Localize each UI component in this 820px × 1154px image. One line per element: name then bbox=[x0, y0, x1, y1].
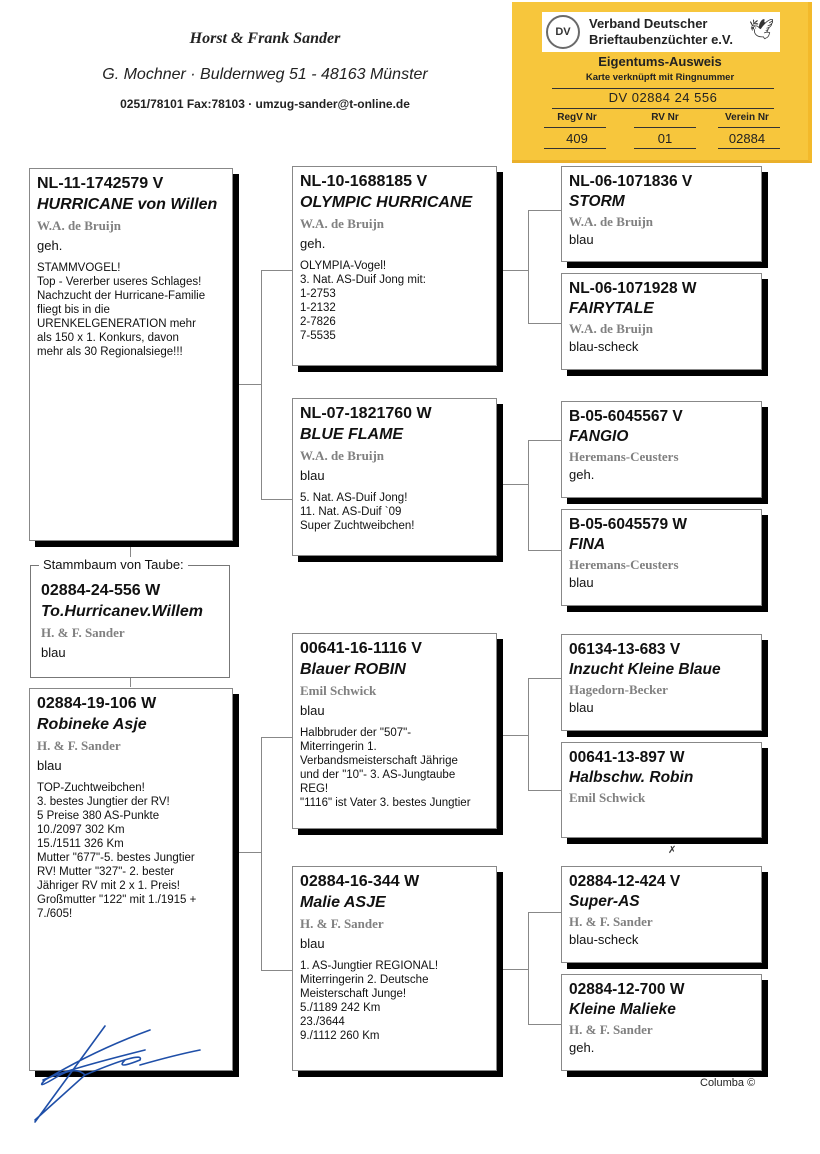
card-field-value: 409 bbox=[566, 131, 588, 146]
pigeon-name: FANGIO bbox=[569, 428, 629, 445]
connector-line bbox=[497, 735, 528, 736]
pigeon-name: OLYMPIC HURRICANE bbox=[300, 194, 473, 211]
pedigree-fmf bbox=[561, 401, 762, 498]
plumage-color: blau bbox=[37, 758, 62, 773]
connector-line bbox=[233, 852, 261, 853]
pedigree-father-sire bbox=[292, 166, 497, 366]
pigeon-name: BLUE FLAME bbox=[300, 426, 404, 443]
card-ring-number: DV 02884 24 556 bbox=[608, 90, 718, 105]
subject-pigeon bbox=[30, 557, 230, 678]
connector-line bbox=[528, 440, 564, 441]
plumage-color: blau bbox=[569, 232, 594, 247]
card-org-line1: Verband Deutscher bbox=[589, 16, 708, 31]
plumage-color: geh. bbox=[37, 238, 63, 253]
owner-address: G. Mochner · Buldernweg 51 - 48163 Münster bbox=[102, 66, 428, 83]
ring-number: NL-10-1688185 V bbox=[300, 173, 428, 190]
pedigree-father-dam bbox=[292, 398, 497, 556]
card-divider bbox=[718, 148, 780, 149]
plumage-color: blau-scheck bbox=[569, 339, 639, 354]
ring-number: NL-06-1071836 V bbox=[569, 173, 693, 190]
pedigree-mother-dam bbox=[292, 866, 497, 1071]
pedigree-mff bbox=[561, 634, 762, 731]
connector-line bbox=[528, 550, 564, 551]
plumage-color: blau bbox=[41, 645, 66, 660]
ring-number: 06134-13-683 V bbox=[569, 641, 681, 658]
pigeon-name: HURRICANE von Willen bbox=[37, 196, 218, 213]
pedigree-ffm bbox=[561, 273, 762, 370]
plumage-color: blau bbox=[569, 700, 594, 715]
ring-number: 02884-19-106 W bbox=[37, 695, 157, 712]
card-divider bbox=[552, 108, 774, 109]
plumage-color: blau bbox=[300, 468, 325, 483]
subject-legend: Stammbaum von Taube: bbox=[39, 557, 188, 572]
performance-notes: TOP-Zuchtweibchen! 3. bestes Jungtier der RV! 5 Preise 380 AS-Punkte 10./2097 302 Km 15./1511 326 Km Mutter "677"-5. bestes Jungtier RV! Mutter "327"- 2. bester Jähriger RV mit 2 x 1. Preis! Großmutter "122" mit 1./1915 + 7./605! bbox=[37, 782, 197, 920]
breeder: Emil Schwick bbox=[300, 683, 377, 698]
ring-number: 02884-16-344 W bbox=[300, 873, 420, 890]
plumage-color: blau bbox=[300, 936, 325, 951]
performance-notes: 5. Nat. AS-Duif Jong! 11. Nat. AS-Duif `09 Super Zuchtweibchen! bbox=[300, 492, 415, 532]
connector-line bbox=[528, 210, 529, 323]
pigeon-name: Malie ASJE bbox=[300, 894, 386, 911]
breeder: W.A. de Bruijn bbox=[569, 321, 654, 336]
pigeon-name: FINA bbox=[569, 536, 606, 553]
signature bbox=[25, 1020, 205, 1130]
connector-line bbox=[528, 912, 529, 1024]
plumage-color: geh. bbox=[569, 1040, 595, 1055]
pigeon-name: Robineke Asje bbox=[37, 716, 147, 733]
pigeon-name: Inzucht Kleine Blaue bbox=[569, 661, 721, 678]
breeder: Heremans-Ceusters bbox=[569, 449, 679, 464]
pedigree-mother bbox=[29, 688, 233, 1071]
connector-line bbox=[261, 737, 292, 738]
ring-number: B-05-6045579 W bbox=[569, 516, 688, 533]
connector-line bbox=[497, 484, 528, 485]
scan-mark: ✗ bbox=[668, 845, 677, 856]
breeder: H. & F. Sander bbox=[569, 914, 653, 929]
dv-logo-icon: DV bbox=[546, 15, 580, 49]
connector-line bbox=[528, 678, 564, 679]
connector-line bbox=[528, 790, 564, 791]
pedigree-mother-sire bbox=[292, 633, 497, 829]
pigeon-icon: 🕊 bbox=[748, 19, 774, 41]
card-field-value: 01 bbox=[657, 131, 673, 146]
plumage-color: blau bbox=[300, 703, 325, 718]
ownership-card bbox=[512, 2, 812, 163]
plumage-color: geh. bbox=[300, 236, 326, 251]
ring-number: 02884-12-424 V bbox=[569, 873, 681, 890]
card-divider bbox=[544, 148, 606, 149]
ring-number: 02884-24-556 W bbox=[41, 582, 161, 599]
breeder: H. & F. Sander bbox=[300, 916, 384, 931]
breeder: W.A. de Bruijn bbox=[569, 214, 654, 229]
connector-line bbox=[261, 270, 292, 271]
pigeon-name: Halbschw. Robin bbox=[569, 769, 694, 786]
pedigree-mmf bbox=[561, 866, 762, 963]
breeder: H. & F. Sander bbox=[37, 738, 121, 753]
connector-line bbox=[233, 384, 261, 385]
card-org-line2: Brieftaubenzüchter e.V. bbox=[589, 32, 734, 47]
pedigree-mmm bbox=[561, 974, 762, 1071]
card-divider bbox=[552, 88, 774, 89]
plumage-color: geh. bbox=[569, 467, 595, 482]
breeder: W.A. de Bruijn bbox=[37, 218, 122, 233]
card-field-label: Verein Nr bbox=[725, 112, 769, 123]
ring-number: 00641-16-1116 V bbox=[300, 640, 422, 657]
performance-notes: 1. AS-Jungtier REGIONAL! Miterringerin 2. Deutsche Meisterschaft Junge! 5./1189 242 Km 23./3644 9./1112 260 Km bbox=[300, 960, 439, 1042]
card-title: Eigentums-Ausweis bbox=[598, 54, 722, 69]
connector-line bbox=[528, 912, 564, 913]
card-organisation bbox=[589, 16, 733, 48]
owner-contact: 0251/78101 Fax:78103 · umzug-sander@t-online.de bbox=[120, 97, 410, 111]
breeder: H. & F. Sander bbox=[569, 1022, 653, 1037]
card-field-label: RV Nr bbox=[651, 112, 679, 123]
connector-line bbox=[130, 677, 131, 687]
pedigree-fff bbox=[561, 166, 762, 262]
pigeon-name: Kleine Malieke bbox=[569, 1001, 676, 1018]
ring-number: NL-11-1742579 V bbox=[37, 175, 164, 192]
pedigree-mfm bbox=[561, 742, 762, 838]
breeder: H. & F. Sander bbox=[41, 625, 125, 640]
plumage-color: blau bbox=[569, 575, 594, 590]
breeder: W.A. de Bruijn bbox=[300, 216, 385, 231]
performance-notes: STAMMVOGEL! Top - Vererber useres Schlages! Nachzucht der Hurricane-Familie fliegt bis in die URENKELGENERATION mehr als 150 x 1. Konkurs, davon mehr als 30 Regionalsiege!!! bbox=[37, 262, 206, 358]
card-divider bbox=[718, 127, 780, 128]
ring-number: NL-06-1071928 W bbox=[569, 280, 697, 297]
ring-number: B-05-6045567 V bbox=[569, 408, 683, 425]
performance-notes: Halbbruder der "507"- Miterringerin 1. Verbandsmeisterschaft Jährige und der "10"- 3. AS-Jungtaube REG! "1116" ist Vater 3. bestes Jungtier bbox=[300, 727, 471, 809]
owner-name: Horst & Frank Sander bbox=[189, 30, 341, 47]
card-divider bbox=[634, 127, 696, 128]
card-header bbox=[542, 12, 780, 52]
copyright: Columba © bbox=[700, 1077, 756, 1089]
pigeon-name: STORM bbox=[569, 193, 625, 210]
ring-number: NL-07-1821760 W bbox=[300, 405, 432, 422]
card-divider bbox=[634, 148, 696, 149]
card-subtitle: Karte verknüpft mit Ringnummer bbox=[585, 72, 735, 83]
connector-line bbox=[497, 969, 528, 970]
card-field-label: RegV Nr bbox=[557, 112, 597, 123]
breeder: W.A. de Bruijn bbox=[300, 448, 385, 463]
card-field-value: 02884 bbox=[728, 131, 766, 146]
connector-line bbox=[528, 210, 564, 211]
connector-line bbox=[261, 737, 262, 970]
ring-number: 02884-12-700 W bbox=[569, 981, 685, 998]
connector-line bbox=[528, 323, 564, 324]
performance-notes: OLYMPIA-Vogel! 3. Nat. AS-Duif Jong mit: 1-2753 1-2132 2-7826 7-5535 bbox=[300, 260, 426, 342]
connector-line bbox=[261, 499, 292, 500]
breeder: Heremans-Ceusters bbox=[569, 557, 679, 572]
ring-number: 00641-13-897 W bbox=[569, 749, 685, 766]
plumage-color: blau-scheck bbox=[569, 932, 639, 947]
pigeon-name: To.Hurricanev.Willem bbox=[41, 603, 203, 620]
breeder: Emil Schwick bbox=[569, 790, 646, 805]
pedigree-fmm bbox=[561, 509, 762, 606]
pigeon-name: Blauer ROBIN bbox=[300, 661, 406, 678]
connector-line bbox=[528, 1024, 564, 1025]
pigeon-name: Super-AS bbox=[569, 893, 640, 910]
card-divider bbox=[544, 127, 606, 128]
breeder: Hagedorn-Becker bbox=[569, 682, 668, 697]
connector-line bbox=[261, 970, 292, 971]
connector-line bbox=[497, 270, 528, 271]
connector-line bbox=[528, 440, 529, 550]
pedigree-father bbox=[29, 168, 233, 541]
connector-line bbox=[261, 270, 262, 499]
connector-line bbox=[528, 678, 529, 790]
pigeon-name: FAIRYTALE bbox=[569, 300, 654, 317]
